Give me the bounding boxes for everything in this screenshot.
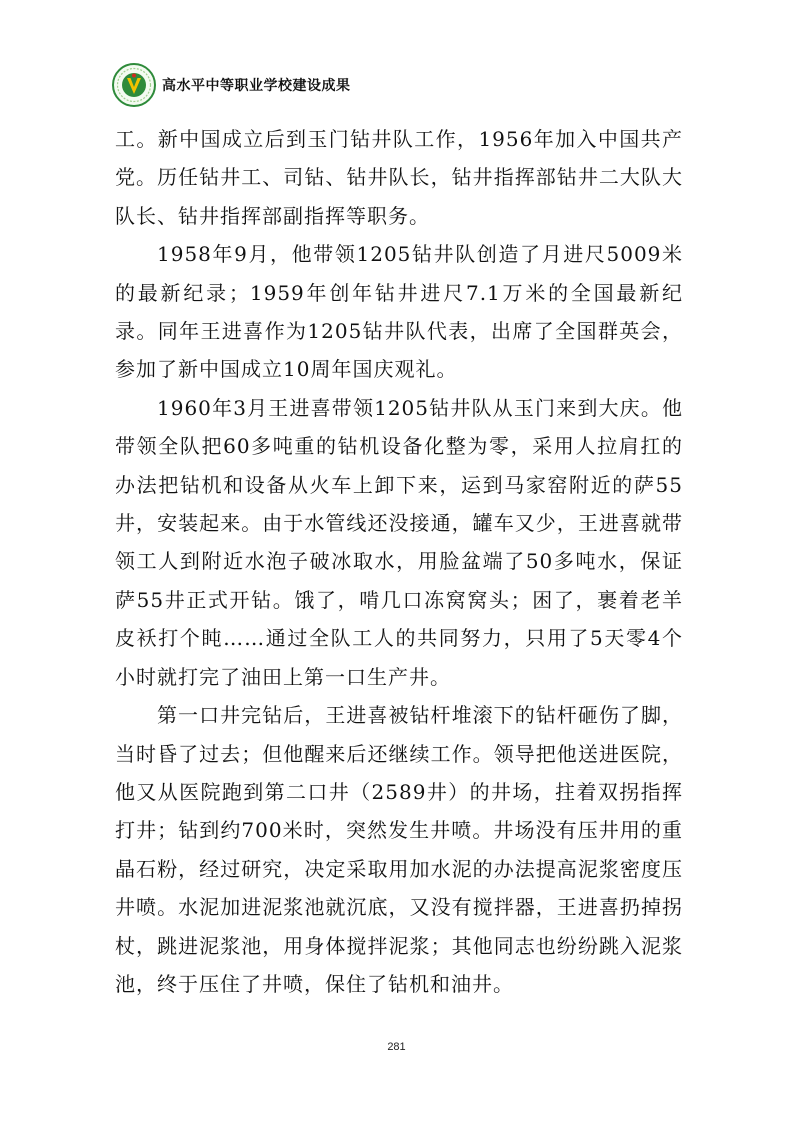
paragraph-1: 工。新中国成立后到玉门钻井队工作，1956年加入中国共产党。历任钻井工、司钻、钻井队长，钻井指挥部钻井二大队大队长、钻井指挥部副指挥等职务。 xyxy=(115,127,683,228)
paragraph-4: 第一口井完钻后，王进喜被钻杆堆滚下的钻杆砸伤了脚，当时昏了过去；但他醒来后还继续工作。领导把他送进医院，他又从医院跑到第二口井（2589井）的井场，拄着双拐指挥打井；钻到约700米时，突然发生井喷。井场没有压井用的重晶石粉，经过研究，决定采取用加水泥的办法提高泥浆密度压井喷。水泥加进泥浆池就沉底，又没有搅拌器，王进喜扔掉拐杖，跳进泥浆池，用身体搅拌泥浆；其他同志也纷纷跳入泥浆池，终于压住了井喷，保住了钻机和油井。 xyxy=(115,703,683,996)
paragraph-2: 1958年9月，他带领1205钻井队创造了月进尺5009米的最新纪录；1959年创年钻井进尺7.1万米的全国最新纪录。同年王进喜作为1205钻井队代表，出席了全国群英会，参加了新中国成立10周年国庆观礼。 xyxy=(115,242,683,382)
page-number: 281 xyxy=(387,1041,406,1053)
page-header xyxy=(112,62,351,108)
paragraph-3: 1960年3月王进喜带领1205钻井队从玉门来到大庆。他带领全队把60多吨重的钻机设备化整为零，采用人拉肩扛的办法把钻机和设备从火车上卸下来，运到马家窑附近的萨55井，安装起来。由于水管线还没接通，罐车又少，王进喜就带领工人到附近水泡子破冰取水，用脸盆端了50多吨水，保证萨55井正式开钻。饿了，啃几口冻窝窝头；困了，裹着老羊皮袄打个盹……通过全队工人的共同努力，只用了5天零4个小时就打完了油田上第一口生产井。 xyxy=(115,395,683,689)
school-emblem-icon xyxy=(112,63,156,107)
body-text xyxy=(115,120,683,1003)
header-title: 高水平中等职业学校建设成果 xyxy=(162,78,351,94)
